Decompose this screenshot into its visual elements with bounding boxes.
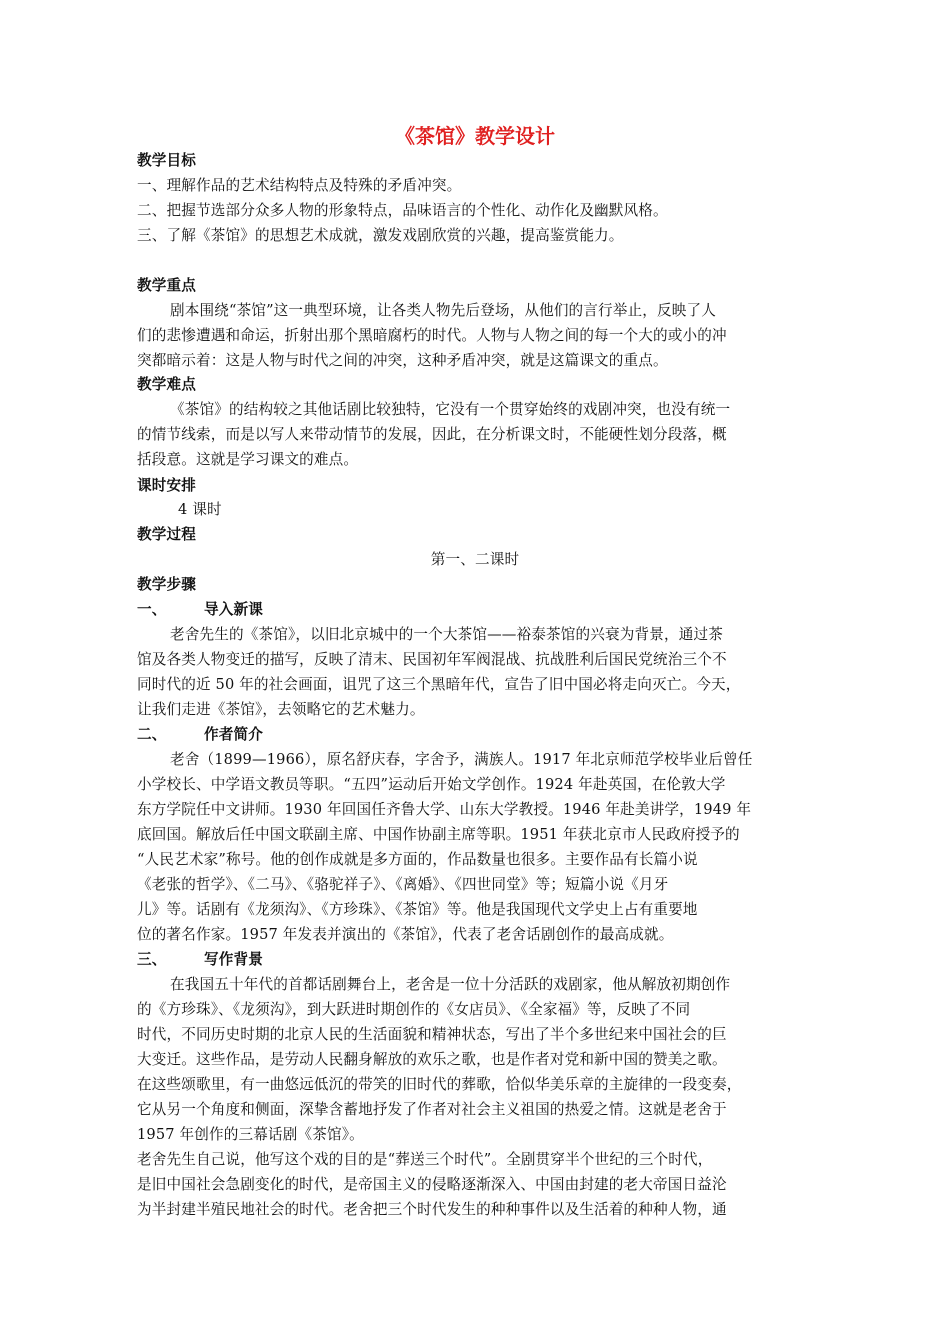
paragraph-line: 它从另一个角度和侧面，深挚含蓄地抒发了作者对社会主义祖国的热爱之情。这就是老舍于 [137, 1101, 727, 1118]
paragraph-line: 同时代的近 50 年的社会画面，诅咒了这三个黑暗年代，宣告了旧中国必将走向灭亡。今天， [137, 676, 741, 693]
objective-item: 三、了解《茶馆》的思想艺术成就，激发戏剧欣赏的兴趣，提高鉴赏能力。 [137, 227, 624, 244]
section-title: 作者简介 [204, 726, 263, 743]
paragraph-line: 时代，不同历史时期的北京人民的生活面貌和精神状态，写出了半个多世纪来中国社会的巨 [137, 1026, 727, 1043]
section-heading [137, 950, 817, 970]
paragraph-line: 老舍先生的《茶馆》，以旧北京城中的一个大茶馆——裕泰茶馆的兴衰为背景，通过茶 [170, 626, 723, 643]
paragraph-line: 《茶馆》的结构较之其他话剧比较独特，它没有一个贯穿始终的戏剧冲突，也没有统一 [170, 401, 731, 418]
schedule-heading: 课时安排 [137, 477, 196, 494]
section-number: 三、 [137, 951, 167, 968]
paragraph-line: 馆及各类人物变迁的描写，反映了清末、民国初年军阀混战、抗战胜利后国民党统治三个不 [137, 651, 727, 668]
key-points-heading: 教学重点 [137, 277, 196, 294]
section-number: 一、 [137, 601, 167, 618]
paragraph-line: 底回国。解放后任中国文联副主席、中国作协副主席等职。1951 年获北京市人民政府授予的 [137, 826, 740, 843]
paragraph-line: 在这些颂歌里，有一曲悠远低沉的带笑的旧时代的葬歌，恰似华美乐章的主旋律的一段变奏， [137, 1076, 742, 1093]
paragraph-line: 1957 年创作的三幕话剧《茶馆》。 [137, 1126, 364, 1143]
session-label: 第一、二课时 [430, 551, 520, 568]
paragraph-line: 小学校长、中学语文教员等职。“五四”运动后开始文学创作。1924 年赴英国，在伦敦大学 [137, 776, 726, 793]
section-heading [137, 725, 817, 745]
paragraph-line: 老舍先生自己说，他写这个戏的目的是“葬送三个时代”。全剧贯穿半个世纪的三个时代， [137, 1151, 713, 1168]
steps-heading: 教学步骤 [137, 576, 196, 593]
objectives-heading: 教学目标 [137, 152, 196, 169]
paragraph-line: 突都暗示着：这是人物与时代之间的冲突，这种矛盾冲突，就是这篇课文的重点。 [137, 352, 668, 369]
paragraph-line: 《老张的哲学》、《二马》、《骆驼祥子》、《离婚》、《四世同堂》等；短篇小说《月牙 [137, 876, 669, 893]
paragraph-line: 剧本围绕“茶馆”这一典型环境，让各类人物先后登场，从他们的言行举止，反映了人 [170, 302, 716, 319]
schedule-value: 4 课时 [178, 501, 222, 518]
paragraph-line: 东方学院任中文讲师。1930 年回国任齐鲁大学、山东大学教授。1946 年赴美讲学，1949 年 [137, 801, 752, 818]
process-heading: 教学过程 [137, 526, 196, 543]
section-number: 二、 [137, 726, 167, 743]
paragraph-line: 大变迁。这些作品，是劳动人民翻身解放的欢乐之歌，也是作者对党和新中国的赞美之歌。 [137, 1051, 727, 1068]
section-heading [137, 600, 817, 620]
paragraph-line: 是旧中国社会急剧变化的时代，是帝国主义的侵略逐渐深入、中国由封建的老大帝国日益沦 [137, 1176, 727, 1193]
paragraph-line: 位的著名作家。1957 年发表并演出的《茶馆》，代表了老舍话剧创作的最高成就。 [137, 926, 674, 943]
paragraph-line: 的《方珍珠》、《龙须沟》，到大跃进时期创作的《女店员》、《全家福》等，反映了不同 [137, 1001, 691, 1018]
paragraph-line: 括段意。这就是学习课文的难点。 [137, 451, 359, 468]
paragraph-line: 为半封建半殖民地社会的时代。老舍把三个时代发生的种种事件以及生活着的种种人物，通 [137, 1201, 727, 1218]
paragraph-line: 在我国五十年代的首都话剧舞台上，老舍是一位十分活跃的戏剧家，他从解放初期创作 [170, 976, 731, 993]
paragraph-line: 儿》等。话剧有《龙须沟》、《方珍珠》、《茶馆》等。他是我国现代文学史上占有重要地 [137, 901, 698, 918]
document-title: 《茶馆》教学设计 [395, 124, 555, 148]
section-title: 写作背景 [204, 951, 263, 968]
paragraph-line: 们的悲惨遭遇和命运，折射出那个黑暗腐朽的时代。人物与人物之间的每一个大的或小的冲 [137, 327, 727, 344]
paragraph-line: 的情节线索，而是以写人来带动情节的发展，因此，在分析课文时，不能硬性划分段落，概 [137, 426, 727, 443]
objective-item: 一、理解作品的艺术结构特点及特殊的矛盾冲突。 [137, 177, 462, 194]
paragraph-line: 老舍（1899—1966），原名舒庆春，字舍予，满族人。1917 年北京师范学校毕业后曾任 [170, 751, 753, 768]
difficulties-heading: 教学难点 [137, 376, 196, 393]
paragraph-line: “人民艺术家”称号。他的创作成就是多方面的，作品数量也很多。主要作品有长篇小说 [137, 851, 698, 868]
paragraph-line: 让我们走进《茶馆》，去领略它的艺术魅力。 [137, 701, 425, 718]
section-title: 导入新课 [204, 601, 263, 618]
objective-item: 二、把握节选部分众多人物的形象特点，品味语言的个性化、动作化及幽默风格。 [137, 202, 668, 219]
